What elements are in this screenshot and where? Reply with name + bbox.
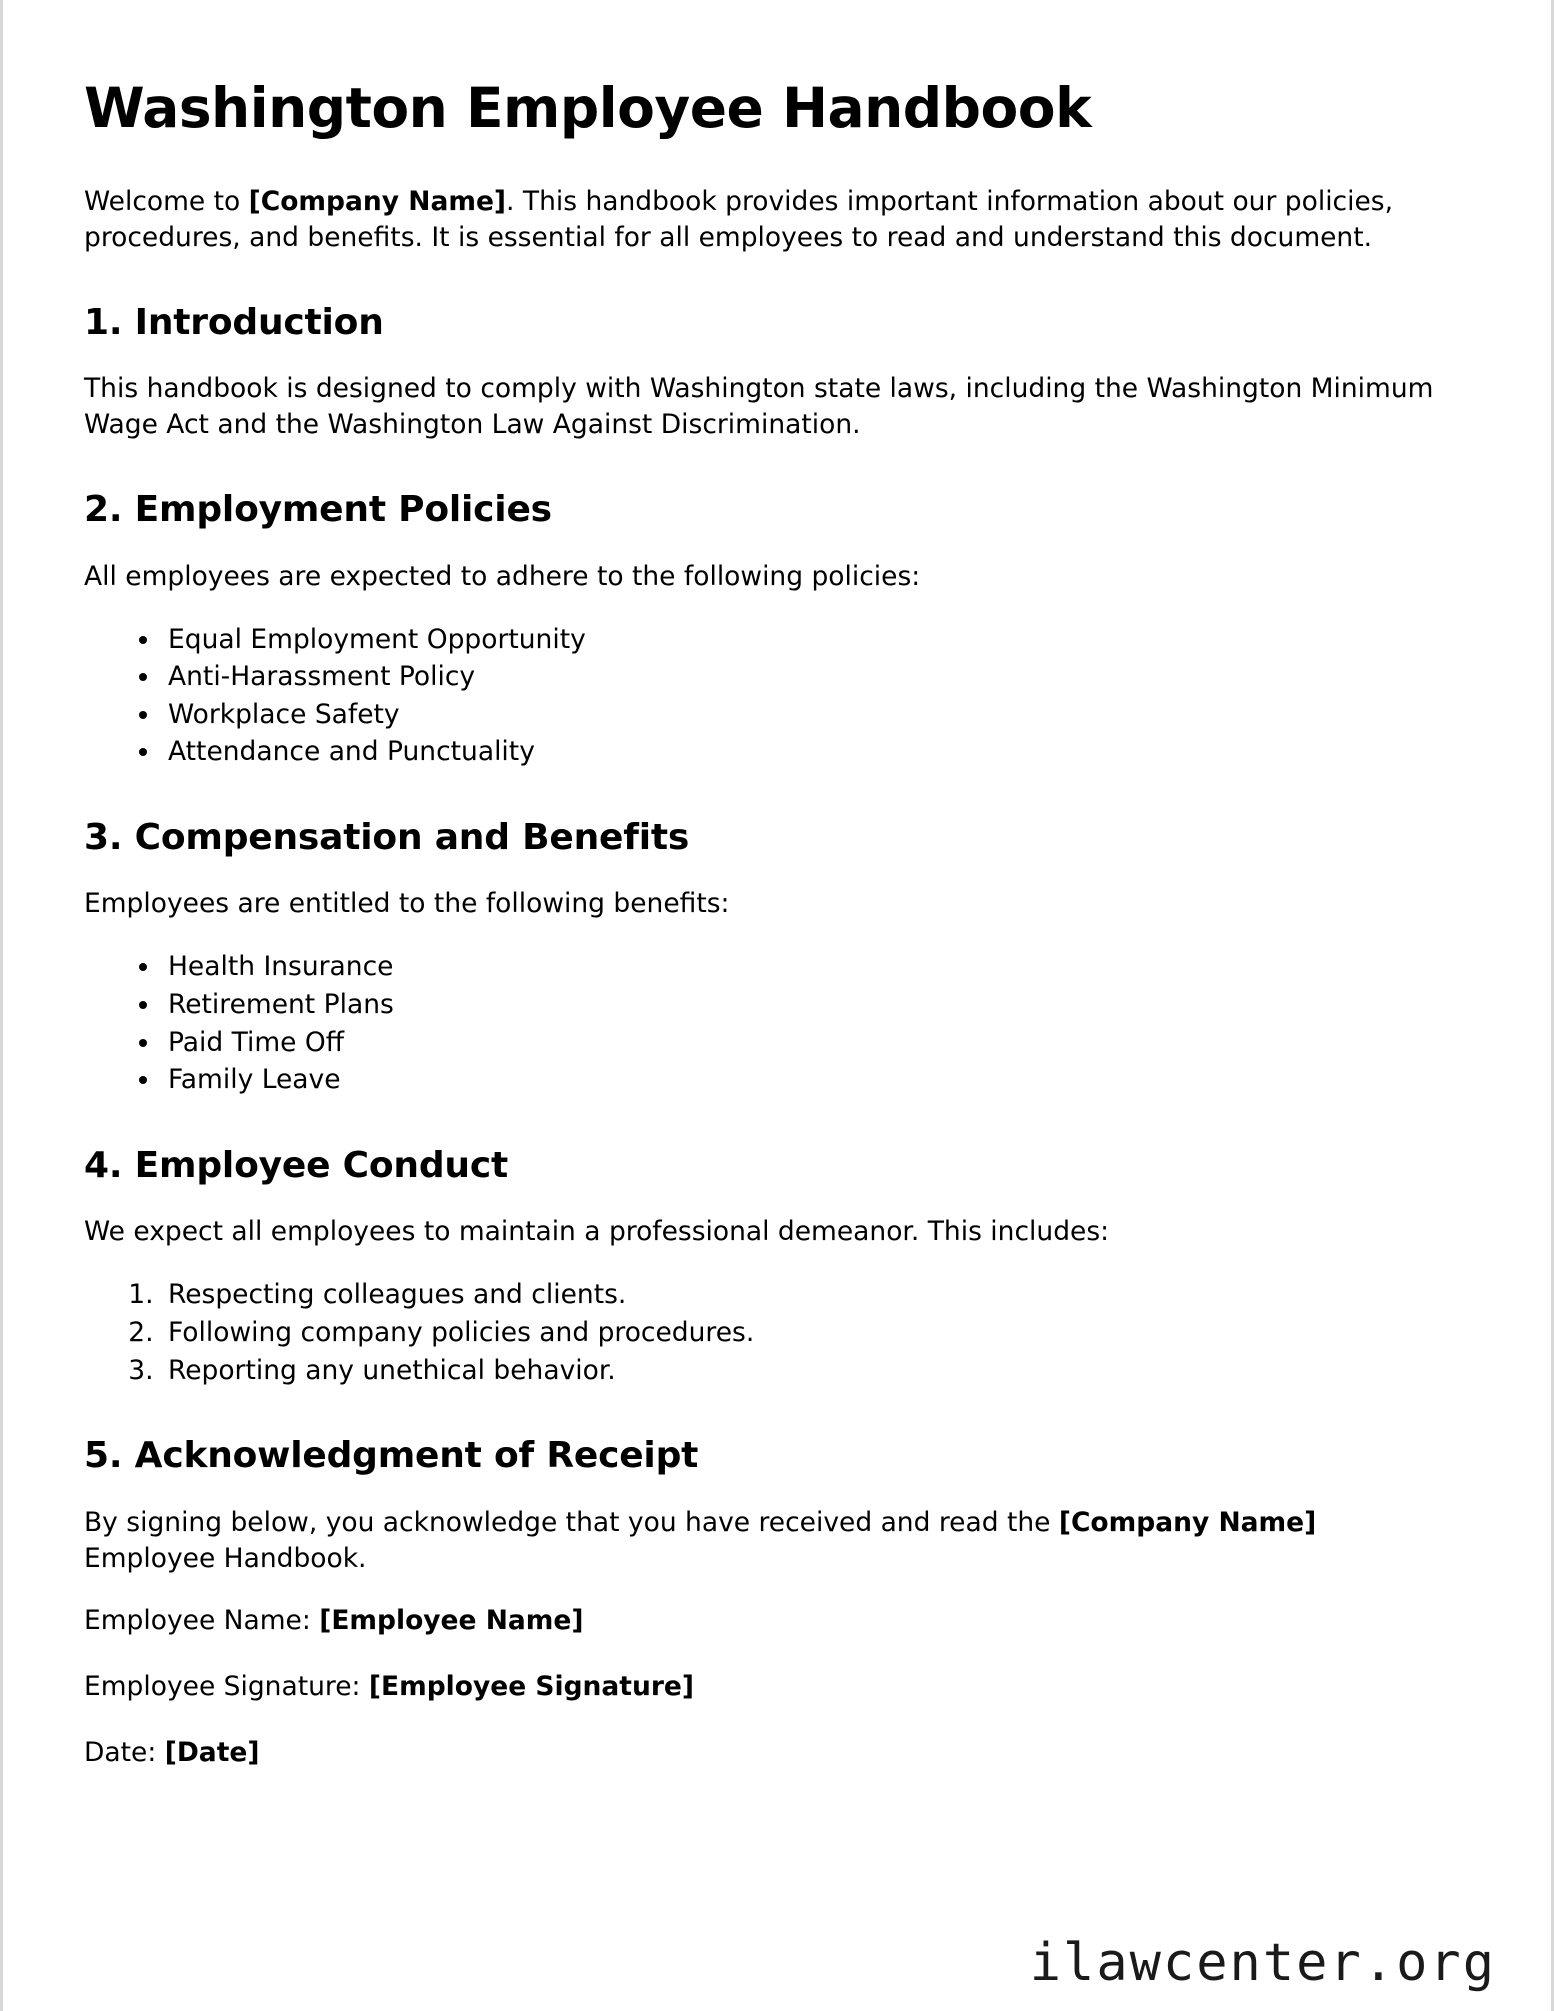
list-item: • Paid Time Off: [162, 1024, 1436, 1062]
company-name-placeholder: [Company Name]: [1058, 1506, 1317, 1538]
acknowledgment-paragraph: [84, 1505, 1436, 1577]
watermark: ilawcenter.org: [1029, 1933, 1496, 1993]
employee-name-field: [84, 1603, 1436, 1639]
page-title: Washington Employee Handbook: [84, 76, 1092, 140]
section-heading-acknowledgment-of-receipt: 5. Acknowledgment of Receipt: [84, 1435, 699, 1477]
list-item: • Attendance and Punctuality: [162, 733, 1436, 771]
employment-policies-list: [84, 621, 1436, 772]
list-item: • Anti-Harassment Policy: [162, 658, 1436, 696]
employee-signature-label: Employee Signature:: [84, 1670, 369, 1702]
section-heading-introduction: 1. Introduction: [84, 301, 384, 343]
list-item: 1. Respecting colleagues and clients.: [162, 1276, 1436, 1314]
employee-conduct-list: [84, 1276, 1436, 1389]
section-paragraph-employment-policies: All employees are expected to adhere to the following policies:: [84, 560, 921, 592]
section-paragraph-introduction: This handbook is designed to comply with Washington state laws, including the Washington Minimum Wage Act and the Washington Law Against Discrimination.: [84, 373, 1434, 441]
intro-text-after: . This handbook provides important information about our policies, procedures, and benefits. It is essential for all employees to read and understand this document.: [84, 185, 1394, 253]
list-item: • Family Leave: [162, 1061, 1436, 1099]
date-field: [84, 1735, 1436, 1771]
company-name-placeholder: [Company Name]: [248, 185, 507, 217]
list-item: 3. Reporting any unethical behavior.: [162, 1352, 1436, 1390]
list-item: • Retirement Plans: [162, 986, 1436, 1024]
section-heading-employment-policies: 2. Employment Policies: [84, 489, 552, 531]
acknowledgment-text-before: By signing below, you acknowledge that you have received and read the: [84, 1506, 1059, 1538]
intro-text-before: Welcome to: [84, 185, 249, 217]
list-item: • Workplace Safety: [162, 696, 1436, 734]
employee-signature-field: [84, 1669, 1436, 1705]
section-heading-employee-conduct: 4. Employee Conduct: [84, 1144, 508, 1186]
page-edge-left: [0, 0, 3, 2011]
list-item: • Health Insurance: [162, 948, 1436, 986]
benefits-list: [84, 948, 1436, 1099]
employee-name-placeholder: [Employee Name]: [319, 1604, 584, 1636]
list-item: • Equal Employment Opportunity: [162, 621, 1436, 659]
intro-paragraph: [84, 184, 1436, 256]
document-body: [84, 78, 1436, 1801]
list-item: 2. Following company policies and procedures.: [162, 1314, 1436, 1352]
section-paragraph-employee-conduct: We expect all employees to maintain a professional demeanor. This includes:: [84, 1216, 1110, 1248]
section-heading-compensation-and-benefits: 3. Compensation and Benefits: [84, 817, 690, 859]
date-placeholder: [Date]: [164, 1736, 260, 1768]
acknowledgment-text-after: Employee Handbook.: [84, 1542, 367, 1574]
employee-name-label: Employee Name:: [84, 1604, 320, 1636]
employee-signature-placeholder: [Employee Signature]: [368, 1670, 694, 1702]
date-label: Date:: [84, 1736, 165, 1768]
section-paragraph-compensation-and-benefits: Employees are entitled to the following benefits:: [84, 888, 730, 920]
